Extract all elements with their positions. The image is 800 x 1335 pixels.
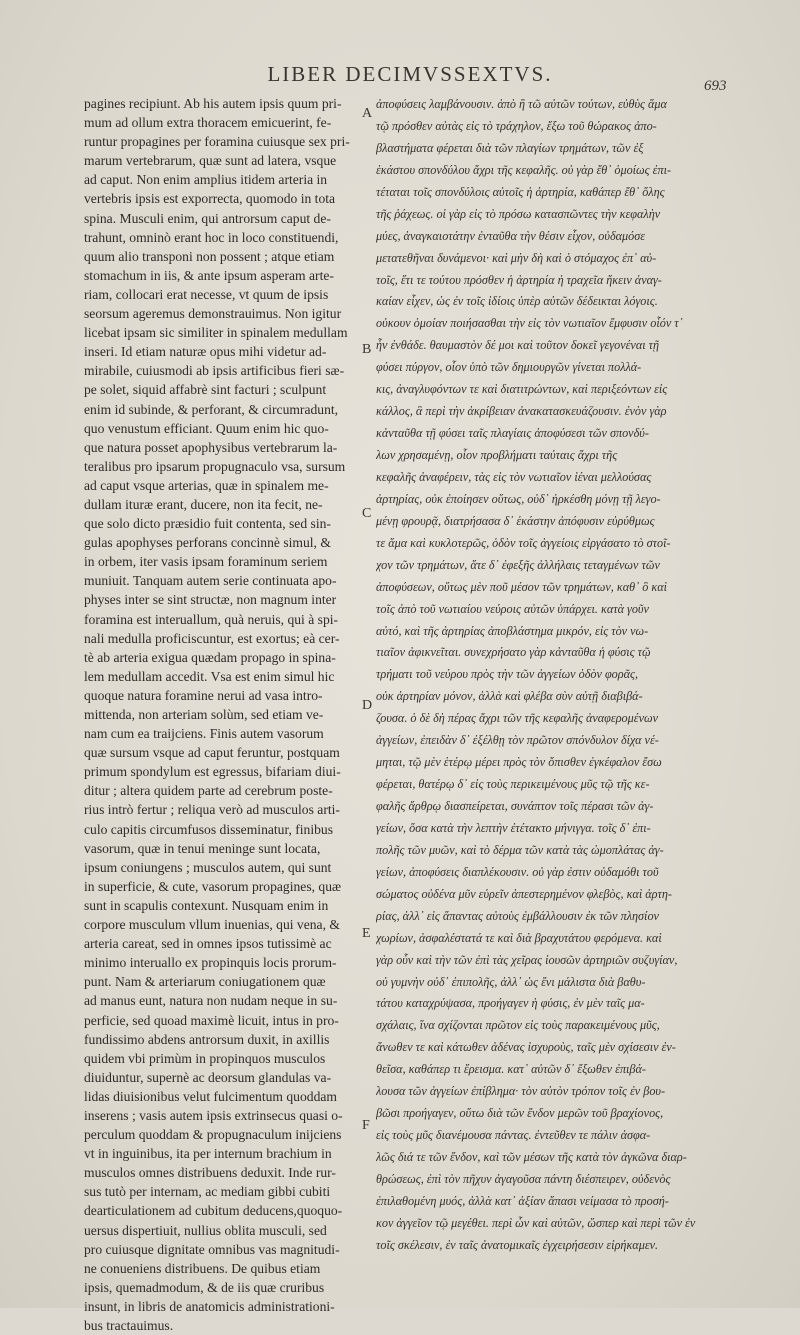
latin-column bbox=[84, 94, 360, 1335]
latin-text-line: in orbem, iter vasis ipsam foraminum seriem bbox=[84, 554, 328, 570]
greek-text-line: βλαστήματα φέρεται διὰ τῶν πλαγίων τρημάτων, τῶν ἐξ bbox=[376, 140, 644, 155]
latin-text-line: insunt, in libris de anatomicis administrationi- bbox=[84, 1298, 335, 1314]
latin-text-line: rius intrò fertur ; reliqua verò ad musculos arti- bbox=[84, 802, 340, 818]
greek-text-line: κεφαλῆς ἀναφέρειν, τὰς εἰς τὸν νωτιαῖον ἰέναι μελλούσας bbox=[376, 469, 652, 484]
latin-text-line: mirabile, cuiusmodi ab ipsis artificibus fieri sæ- bbox=[84, 363, 345, 379]
greek-text-line: καίαν εἶχεν, ὡς ἐν τοῖς ἰδίοις ὑπὲρ αὐτῶν δέδεικται λόγοις. bbox=[376, 294, 658, 309]
latin-text-line: corpore musculum vllum inuenias, qui vena, & bbox=[84, 917, 340, 933]
greek-text-line: χωρίων, ἀσφαλέστατά τε καὶ διὰ βραχυτάτου φερόμενα. καὶ bbox=[376, 930, 662, 945]
greek-text-line: ρίας, ἀλλ᾽ εἰς ἅπαντας αὐτοὺς ἐμβάλλουσιν ἐκ τῶν πλησίον bbox=[376, 908, 659, 923]
latin-text-line: marum vertebrarum, quæ sunt ad latera, vsque bbox=[84, 153, 337, 169]
latin-text-line: ditur ; altera quidem parte ad cerebrum poste- bbox=[84, 783, 333, 799]
greek-text-line: λῶς διά τε τῶν ἔνδον, καὶ τῶν μέσων τῆς κατὰ τὸν ἀγκῶνα διαρ- bbox=[376, 1150, 687, 1164]
greek-text-line: κάλλος, ἃ περὶ τὴν ἀκρίβειαν ἀνακατασκευάζουσιν. ἐνὸν γὰρ bbox=[376, 404, 667, 419]
latin-text-line: musculos omnes distribuens deduxit. Inde rur- bbox=[84, 1165, 336, 1181]
latin-text-line: ipsis, quemadmodum, & de iis quæ cruribus bbox=[84, 1279, 325, 1295]
greek-text-line: ἀρτηρίας, οὐκ ἐποίησεν οὕτως, οὐδ᾽ ἠρκέσθη μόνῃ τῇ λεγο- bbox=[376, 491, 661, 506]
greek-text-line: φαλῆς ἄρθρῳ διασπείρεται, συνάπτον τοῖς πέρασι τῶν ἀγ- bbox=[376, 799, 654, 813]
greek-text-line: εἰς τοὺς μῦς διανέμουσα πάντας. ἐντεῦθεν τε πάλιν ἀσφα- bbox=[376, 1128, 651, 1143]
latin-text-line: ad manus eunt, natura non nudam neque in su- bbox=[84, 993, 338, 1009]
greek-text-line: αὐτό, καὶ τῆς ἀρτηρίας ἀποβλάστημα μικρόν, εἰς τὸν νω- bbox=[376, 623, 649, 638]
latin-text-line: stomachum in iis, & ante ipsum asperam arte- bbox=[84, 267, 334, 283]
latin-text-line: que solo dicto præsidio fuit contenta, sed sin- bbox=[84, 516, 331, 532]
margin-letter-e: E bbox=[362, 926, 371, 941]
greek-text-line: γὰρ οὖν καὶ τὴν τῶν ἐπὶ τὰς χεῖρας ἰουσῶν ἀρτηριῶν συζυγίαν, bbox=[376, 952, 678, 967]
greek-text-line: κον ἀγγεῖον τῷ μεγέθει. περὶ ὧν καὶ αὐτῶν, ὥσπερ καὶ περὶ τῶν ἐν bbox=[376, 1215, 696, 1230]
margin-letter-a: A bbox=[362, 106, 373, 121]
greek-text-line: τῆς ῥάχεως. οἱ γὰρ εἰς τὸ πρόσω κατασπῶντες τὴν κεφαλὴν bbox=[376, 206, 661, 221]
greek-text-line: σχάλαις, ἵνα σχίζονται πρῶτον εἰς τοὺς παρακειμένους μῦς, bbox=[376, 1018, 660, 1033]
greek-text-line: οὐκ ἀρτηρίαν μόνον, ἀλλὰ καὶ φλέβα σὺν αὐτῇ διαβιβά- bbox=[376, 689, 643, 704]
latin-text-line: in superficie, & cute, vasorum propagines, quæ bbox=[84, 878, 342, 894]
greek-text-line: μετατεθῆναι δυνάμενοι· καὶ μὴν δὴ καὶ ὁ στόμαχος ἐπ᾽ αὐ- bbox=[376, 250, 657, 265]
latin-text-line: pe solet, siquid affabrè sint facturi ; sculpunt bbox=[84, 382, 327, 398]
greek-text-line: ἀποφύσεις λαμβάνουσιν. ἀπὸ ἢ τῶ αὐτῶν τούτων, εὐθὺς ἅμα bbox=[376, 97, 667, 111]
latin-text-line: arteria careat, sed in omnes ipsos tutissimè ac bbox=[84, 936, 332, 952]
latin-text-line: teralibus pro ipsarum propugnaculo vsa, sursum bbox=[84, 458, 346, 474]
greek-text-line: ἀγγείων, ἐπειδὰν δ᾽ ἐξέλθῃ τὸν πρῶτον σπόνδυλον δίχα νέ- bbox=[376, 733, 659, 748]
latin-text-line: enim id subinde, & perforant, & circumradunt, bbox=[84, 401, 339, 417]
latin-text-line: pagines recipiunt. Ab his autem ipsis quum pri- bbox=[84, 96, 342, 111]
greek-text-line: σώματος οὐδένα μῦν εὑρεῖν ἀπεστερημένον φλεβὸς, καὶ ἀρτη- bbox=[376, 886, 672, 901]
latin-text-line: diuiduntur, supernè ac deorsum glandulas va- bbox=[84, 1069, 332, 1085]
latin-text-line: lem medullam accedit. Vsa est enim simul hic bbox=[84, 668, 335, 684]
latin-text-line: trahunt, omninò erant hoc in loco constituendi, bbox=[84, 229, 339, 245]
latin-text-line: culo capitis circumfusos disseminatur, finibus bbox=[84, 821, 334, 837]
latin-text-line: quæ sursum vsque ad caput feruntur, postquam bbox=[84, 745, 340, 761]
greek-text-line: τιαῖον ἀφικνεῖται. συνεχρήσατο γὰρ κἀνταῦθα ἡ φύσις τῷ bbox=[376, 645, 651, 660]
latin-text-line: quum alio transponi non possent ; atque etiam bbox=[84, 248, 335, 264]
latin-text-line: runtur propagines per foramina cuiusque sex pri- bbox=[84, 134, 350, 150]
latin-text-line: physes inter se sint structæ, non magnum inter bbox=[84, 592, 337, 608]
margin-letter-b: B bbox=[362, 342, 372, 357]
latin-text-line: ad caput. Non enim amplius itidem arteria in bbox=[84, 172, 328, 188]
greek-text-line: γείων, ὅσα κατὰ τὴν λεπτὴν ἐτέτακτο μήνιγγα. τοῖς δ᾽ ἐπι- bbox=[376, 820, 651, 835]
greek-column bbox=[376, 94, 724, 1257]
greek-text-line: τε ἅμα καὶ κυκλοτερῶς, ὁδὸν τοῖς ἀγγείοις εἰργάσατο τὸ στοῖ- bbox=[376, 535, 671, 550]
margin-letter-d: D bbox=[362, 698, 373, 713]
latin-text-line: dearticulationem ad cubitum deducens,quoquo- bbox=[84, 1203, 343, 1219]
greek-text-line: λουσα τῶν ἀγγείων ἐπίβλημα· τὸν αὐτὸν τρόπον τοῖς ἐν βου- bbox=[376, 1084, 666, 1099]
greek-text-line: κἀνταῦθα τῇ φύσει ταῖς πλαγίαις ἀποφύσεσι τῶν σπονδύ- bbox=[376, 426, 649, 441]
greek-text-line: ζουσα. ὁ δὲ δὴ πέρας ἄχρι τῶν τῆς κεφαλῆς ἀναφερομένων bbox=[376, 711, 658, 726]
greek-text-line: γείων, ἀποφύσεις διαπλέκουσιν. οὐ γὰρ ἐστιν οὐδαμόθι τοῦ bbox=[376, 864, 659, 879]
greek-text-line: φέρεται, θατέρῳ δ᾽ εἰς τοὺς περικειμένους μῦς τῷ τῆς κε- bbox=[376, 777, 650, 792]
latin-text-line: bus tractauimus. bbox=[84, 1318, 174, 1333]
greek-text-line: θρώσεως, ἐπὶ τὸν πῆχυν ἀγαγοῦσα πάντη διέσπειρεν, οὐδενὸς bbox=[376, 1171, 671, 1186]
latin-text-line: seorsum ageremus demonstrauimus. Non igitur bbox=[84, 306, 342, 322]
latin-text-line: dullam ituræ erant, ducere, non ita fecit, ne- bbox=[84, 496, 323, 512]
latin-text-line: ne conueniens distribuens. De quibus etiam bbox=[84, 1260, 321, 1276]
greek-text-line: ἑκάστου σπονδύλου ἄχρι τῆς κεφαλῆς. οὐ γὰρ ἔθ᾽ ὁμοίως ἐπι- bbox=[376, 162, 672, 177]
greek-text-line: ἦν ἐνθάδε. θαυμαστὸν δέ μοι καὶ τοῦτον δοκεῖ γεγονέναι τῇ bbox=[376, 338, 660, 353]
latin-text-line: nam cum ea traijciens. Finis autem vasorum bbox=[84, 726, 324, 742]
latin-text-line: inseri. Id etiam naturæ opus mihi videtur ad- bbox=[84, 344, 327, 360]
latin-text-line: que natura posset apophysibus vertebrarum la- bbox=[84, 439, 338, 455]
latin-text-line: foramina est interuallum, quà neruis, qui à spi- bbox=[84, 611, 339, 627]
latin-text-line: licebat ipsam sic similiter in spinalem medullam bbox=[84, 325, 348, 341]
latin-text-line: riam, collocari erat necesse, vt quum de ipsis bbox=[84, 286, 329, 302]
greek-text-line: ἐπιλαθομένη μυός, ἀλλὰ κατ᾽ ἀξίαν ἅπασι νείμασα τὸ προσή- bbox=[376, 1193, 669, 1208]
running-title: LIBER DECIMVSSEXTVS. bbox=[267, 62, 553, 86]
latin-text-line: gulas apophyses perforans concinnè simul, & bbox=[84, 535, 331, 551]
latin-text-line: quoque natura foramine nerui ad vasa intro- bbox=[84, 687, 323, 703]
latin-text-line: minimo interuallo ex propinquis locis prorum- bbox=[84, 955, 337, 971]
greek-text-line: οὐ γυμνὴν οὐδ᾽ ἐπιπολῆς, ἀλλ᾽ ὡς ἔνι μάλιστα διὰ βαθυ- bbox=[376, 974, 646, 989]
greek-text-line: ἄνωθεν τε καὶ κάτωθεν ἀδένας ἰσχυροὺς, ταῖς μὲν σχίσεσιν ἐν- bbox=[376, 1040, 676, 1055]
latin-text-line: muniuit. Tanquam autem serie continuata apo- bbox=[84, 573, 337, 589]
latin-text-line: perficie, sed quoad maximè licuit, intus in pro- bbox=[84, 1012, 339, 1028]
greek-text-line: μένῃ φρουρᾷ, διατρήσασα δ᾽ ἑκάστην ἀπόφυσιν εὐρύθμως bbox=[376, 513, 655, 528]
latin-text-line: quidem vbi primùm in propinquos musculos bbox=[84, 1050, 326, 1066]
greek-text-line: τοῖς ἀπὸ τοῦ νωτιαίου νεύροις αὐτῶν ὑπάρχει. κατὰ γοῦν bbox=[376, 601, 649, 616]
latin-text-line: nali medulla proficiscuntur, est exortus; eà cer- bbox=[84, 630, 340, 646]
latin-text-line: perculum quoddam & propugnaculum inijciens bbox=[84, 1127, 342, 1143]
page-number: 693 bbox=[704, 78, 727, 94]
latin-text-line: sus tutò per internam, ac mediam gibbi cubiti bbox=[84, 1184, 331, 1200]
greek-text-line: οὐκουν ὁμοίαν ποιήσασθαι τὴν εἰς τὸν νωτιαῖον ἔμφυσιν οἷόν τ᾽ bbox=[376, 316, 683, 331]
greek-text-line: τέταται τοῖς σπονδύλοις αὐτοῖς ἡ ἀρτηρία, καθάπερ ἔθ᾽ ὅλης bbox=[376, 184, 665, 199]
greek-text-line: ἀποφύσεων, οὕτως μὲν ποῦ μέσον τῶν τρημάτων, καθ᾽ ὃ καὶ bbox=[376, 579, 667, 594]
margin-letter-c: C bbox=[362, 506, 372, 521]
greek-text-line: φύσει πύργον, οἷον ὑπὸ τῶν δημιουργῶν γίνεται πολλά- bbox=[376, 360, 642, 375]
greek-text-line: λων χρησαμένῃ, οἷον προβλήματι ταύταις ἄχρι τῆς bbox=[376, 448, 618, 462]
latin-text-line: vt in inguinibus, ita per internum brachium in bbox=[84, 1146, 332, 1162]
latin-text-line: quo venustum efficiant. Quum enim hic quo- bbox=[84, 420, 329, 436]
greek-text-line: βῶσι προήγαγεν, οὕτω διὰ τῶν ἔνδον μερῶν τοῦ βραχίονος, bbox=[376, 1106, 664, 1121]
latin-text-line: ipsum coniungens ; musculos autem, qui sunt bbox=[84, 859, 332, 875]
greek-text-line: τοῖς σκέλεσιν, ἐν ταῖς ἀνατομικαῖς ἐγχειρήσεσιν εἰρήκαμεν. bbox=[376, 1237, 659, 1252]
latin-text-line: ad caput vsque arterias, quæ in spinalem me- bbox=[84, 477, 329, 493]
latin-text-line: uersus dispertiuit, nullius oblita musculi, sed bbox=[84, 1222, 327, 1238]
latin-text-line: punt. Nam & arteriarum coniugationem quæ bbox=[84, 974, 326, 990]
greek-text-line: τρήματι τοῦ νεύρου πρὸς τὴν τῶν ἀγγείων ὁδὸν φορᾶς, bbox=[376, 667, 639, 682]
latin-text-line: vasorum, quæ in tenui meninge sunt locata, bbox=[84, 840, 321, 856]
greek-text-line: πολῆς τῶν μυῶν, καὶ τὸ δέρμα τῶν κατὰ τὰς ὠμοπλάτας ἀγ- bbox=[376, 842, 664, 857]
greek-text-line: κις, ἀναγλυφόντων τε καὶ διατιτρώντων, καὶ περιξεόντων εἰς bbox=[376, 382, 668, 397]
margin-letter-f: F bbox=[362, 1118, 370, 1133]
latin-text-line: inserens ; vasis autem ipsis extrinsecus quasi o- bbox=[84, 1107, 343, 1123]
greek-text-line: μύες, ἀναγκαιοτάτην ἐνταῦθα τὴν θέσιν εἶχον, οὐδαμόσε bbox=[376, 228, 646, 243]
greek-text-line: τῷ πρόσθεν αὐτὰς εἰς τὸ τράχηλον, ἔξω τοῦ θώρακος ἀπο- bbox=[376, 118, 657, 133]
latin-text-line: lidas diuisionibus velut fulcimentum quoddam bbox=[84, 1088, 337, 1104]
latin-text-line: vertebris ipsis est exporrecta, quomodo in tota bbox=[84, 191, 336, 207]
latin-text-line: spina. Musculi enim, qui antrorsum caput de- bbox=[84, 210, 331, 226]
latin-text-line: tè ab arteria exigua quædam propago in spina- bbox=[84, 649, 336, 665]
latin-text-line: mittenda, non arteriam solùm, sed etiam ve- bbox=[84, 707, 324, 722]
latin-text-line: mum ad ollum extra thoracem emicuerint, fe- bbox=[84, 115, 332, 131]
greek-text-line: μηται, τῷ μὲν ἑτέρῳ μέρει πρὸς τὸν ὄπισθεν ἐγκέφαλον ἔσω bbox=[376, 755, 662, 770]
greek-text-line: θεῖσα, καθάπερ τι ἔρεισμα. κατ᾽ αὐτῶν δ᾽ ἔξωθεν ἐπιβά- bbox=[376, 1062, 646, 1077]
greek-text-line: τοῖς, ἔτι τε τούτου πρόσθεν ἡ ἀρτηρία ἡ τραχεῖα ἥκειν ἀναγ- bbox=[376, 272, 662, 287]
greek-text-line: χον τῶν τρημάτων, ἅτε δ᾽ ἐφεξῆς ἀλλήλαις τεταγμένων τῶν bbox=[376, 557, 660, 572]
greek-text-line: τάτου καταχρύψασα, προήγαγεν ἡ φύσις, ἐν μὲν ταῖς μα- bbox=[376, 996, 645, 1011]
latin-text-line: sunt in scapulis contexunt. Nusquam enim in bbox=[84, 897, 329, 913]
latin-text-line: pro cuiusque dignitate omnibus vas magnitudi- bbox=[84, 1241, 340, 1257]
latin-text-line: fundissimo abdens antrorsum duxit, in axillis bbox=[84, 1031, 330, 1047]
latin-text-line: primum spondylum est egressus, bifariam diui- bbox=[84, 764, 341, 780]
